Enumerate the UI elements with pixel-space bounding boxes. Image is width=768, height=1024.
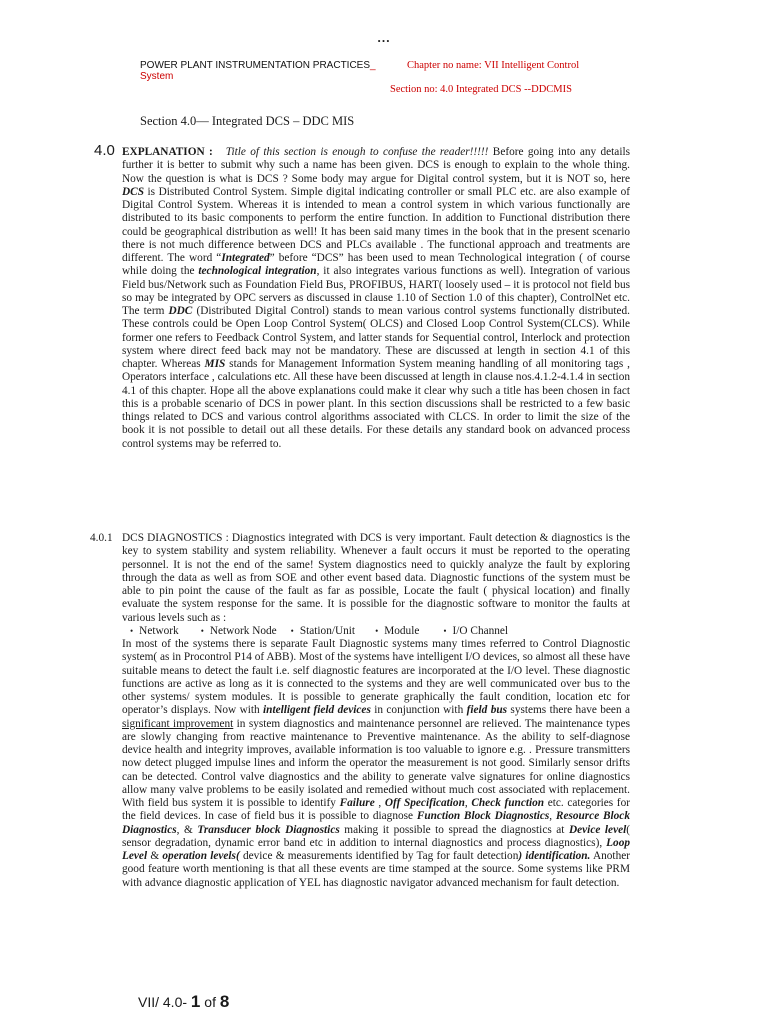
term-resource-block-diagnostics: Resource Block Diagnostics (122, 810, 630, 836)
term-failure: Failure (339, 797, 375, 809)
top-mark: … (377, 30, 391, 45)
term-device-level: Device level (569, 823, 627, 836)
sep: , (464, 797, 472, 809)
section-title: Section 4.0— Integrated DCS – DDC MIS (140, 114, 355, 128)
footer-total-pages: 8 (219, 992, 230, 1011)
footer-prefix: VII/ 4.0- (138, 994, 191, 1010)
diagnostics-text-4: systems there have been a (507, 704, 630, 717)
explanation-paragraph (122, 146, 630, 451)
diagnostics-text-9: device & measurements identified by Tag for fault detection (239, 850, 519, 862)
term-off-specification: Off Specification (384, 797, 465, 809)
sep: , & (176, 823, 198, 836)
diagnostic-levels-list (122, 625, 630, 638)
explanation-text-4: , it also integrates various functions as well). Integration of various Field bus/Network such as Foundation Field Bus, PROFIBUS, HART( loosely used – it is protocol not field bus so may be integrated by OPC servers as discussed in clause 1.10 of Section 1.0 of this chapter), ControlNet etc. The term (122, 265, 630, 317)
explanation-text-1: Before going into any details further it is better to submit why such a name has been given. DCS is enough to explain to the whole thing. Now the question is what is DCS ? Some body may argue for Digital control system, but it is NOT so, here (122, 146, 630, 185)
header-section: Section no: 4.0 Integrated DCS --DDCMIS (390, 84, 572, 95)
term-identification: ) identification. (518, 850, 591, 862)
list-item: • I/O Channel (443, 625, 508, 638)
term-dcs: DCS (122, 185, 144, 198)
explanation-text-2: is Distributed Control System. Simple digital indicating controller or small PLC etc. are also example of Digital Control System. Whereas it is intended to mean a control system in which various functionally are distributed to its basic components to perform the entire function. In addition to Functional distribution there could be geographical distribution as well! It has been said many times in the book that in the present scenario there is not much difference between DCS and PLCs available . The functional approach and treatments are different. The word “ (122, 185, 630, 264)
subsection-number: 4.0.1 (90, 532, 113, 544)
sep: , (549, 810, 556, 823)
sep: , (374, 797, 385, 809)
term-field-bus: field bus (466, 704, 508, 717)
term-ddc: DDC (168, 305, 193, 317)
list-item: • Module (375, 625, 419, 638)
list-item: • Network (130, 625, 179, 638)
diagnostics-text-1: DCS DIAGNOSTICS : Diagnostics integrated with DCS is very important. Fault detection & diagnostics is the key to system stability and system reliability. Whenever a fault occurs it must be reported to the operating personnel. It is not the end of the same! System diagnostics need to quickly analyze the fault by exploring through the data as well as from SOE and other event based data. Diagnostic functions of the system must be able to pin point the cause of the fault as far as possible, Locate the fault ( physical location) and finally evaluate the system response for the same. It is possible for the diagnostic software to monitor the faults at various levels such as : (122, 532, 630, 624)
diagnostics-paragraph (122, 532, 630, 890)
page-footer (138, 992, 229, 1012)
term-transducer-block-diagnostics: Transducer block Diagnostics (197, 823, 340, 836)
term-intelligent-field-devices: intelligent field devices (263, 704, 371, 717)
section-number: 4.0 (94, 142, 115, 159)
term-integrated: Integrated (221, 252, 270, 264)
list-item: • Network Node (201, 625, 277, 638)
term-technological-integration: technological integration (198, 265, 317, 278)
term-significant-improvement: significant improvement (122, 717, 234, 730)
diagnostics-text-3: in conjunction with (370, 704, 467, 717)
header-book-title-line2: System (140, 71, 174, 82)
term-mis: MIS (204, 358, 226, 370)
explanation-text-5: (Distributed Digital Control) stands to mean various control systems functionally distributed. These controls could be Open Loop Control System( OLCS) and Closed Loop Control System(CLCS). While former one refers to Feedback Control System, and latter stands for Sequential control, Interlock and protection system where direct feed back may not be mandatory. These are discussed at length in section 4.1 of this chapter. Whereas (122, 305, 630, 370)
explanation-text-6: stands for Management Information System meaning handling of all monitoring tags , Operators interface , calculations etc. All these have been discussed at length in clause nos.4.1.2-4.1.4 in section 4.1 of this chapter. Hope all the above explanations could make it clear why such a title has been chosen in fact this is a probable scenario of DCS in power plant. In this section discussions shall be restricted to a few basic things related to DCS and various control algorithms associated with CLCS. In order to limit the size of the book it is not possible to detail out all these details. For these details any standard book on advanced process control systems may be referred to. (122, 358, 630, 450)
term-function-block-diagnostics: Function Block Diagnostics (416, 810, 550, 823)
diagnostics-text-10: Another good feature worth mentioning is that all these events are time stamped at the source. Some systems like PRM with advance diagnostic application of YEL has diagnostic navigator advanced mechanism for fault detection. (122, 850, 630, 889)
header-separator: _ (370, 60, 376, 71)
header-book-title (140, 60, 376, 82)
diagnostics-text-5: in system diagnostics and maintenance personnel are relieved. The maintenance types are slowly changing from reactive maintenance to Preventive maintenance. As the ability to self-diagnose device health and integrity improves, available information is too valuable to ignore e.g. . Pressure transmitters now detect plugged impulse lines and inform the operator the measurement is not good. Similarly sensor drifts can be detected. Control valve diagnostics and the ability to generate valve signatures for online diagnostics allow many valve problems to be easily isolated and remedied without much cost associated with replacement. With field bus system it is possible to identify (122, 717, 630, 809)
diagnostics-text-2: In most of the systems there is separate Fault Diagnostic systems many times referred to Control Diagnostic system( as in Procontrol P14 of ABB). Most of the systems have intelligent I/O devices, so almost all these have suitable means to detect the fault i.e. self diagnostic features are incorporated at the I/O level. These diagnostic functions are active as long as it is connected to the systems and they are well communicated over bus to the other systems/ system modules. It is possible to generate graphically the fault condition, location etc for operator’s displays. Now with (122, 638, 630, 717)
explanation-lead: Title of this section is enough to confuse the reader!!!!! (225, 146, 489, 158)
diagnostics-text-7: making it possible to spread the diagnostics at (339, 823, 569, 836)
term-operation-levels: operation levels( (162, 850, 240, 862)
explanation-text-3: ” before “DCS” has been used to mean Technological integration ( of course while doing the (122, 252, 630, 278)
term-loop-level: Loop Level (122, 836, 630, 862)
header-chapter: Chapter no name: VII Intelligent Control (407, 60, 580, 71)
footer-page-number: 1 (190, 992, 201, 1011)
sep: & (147, 850, 163, 862)
header-book-title-text: POWER PLANT INSTRUMENTATION PRACTICES (140, 60, 371, 71)
list-item: • Station/Unit (291, 625, 355, 638)
diagnostics-text-6: etc. categories for the field devices. In case of field bus it is possible to diagnose (122, 797, 630, 823)
term-check-function: Check function (471, 797, 545, 809)
footer-of: of (200, 994, 220, 1010)
diagnostics-text-8: ( sensor degradation, dynamic error band etc in addition to internal diagnostics and process diagnostics), (122, 823, 630, 849)
explanation-label: EXPLANATION : (122, 146, 213, 158)
